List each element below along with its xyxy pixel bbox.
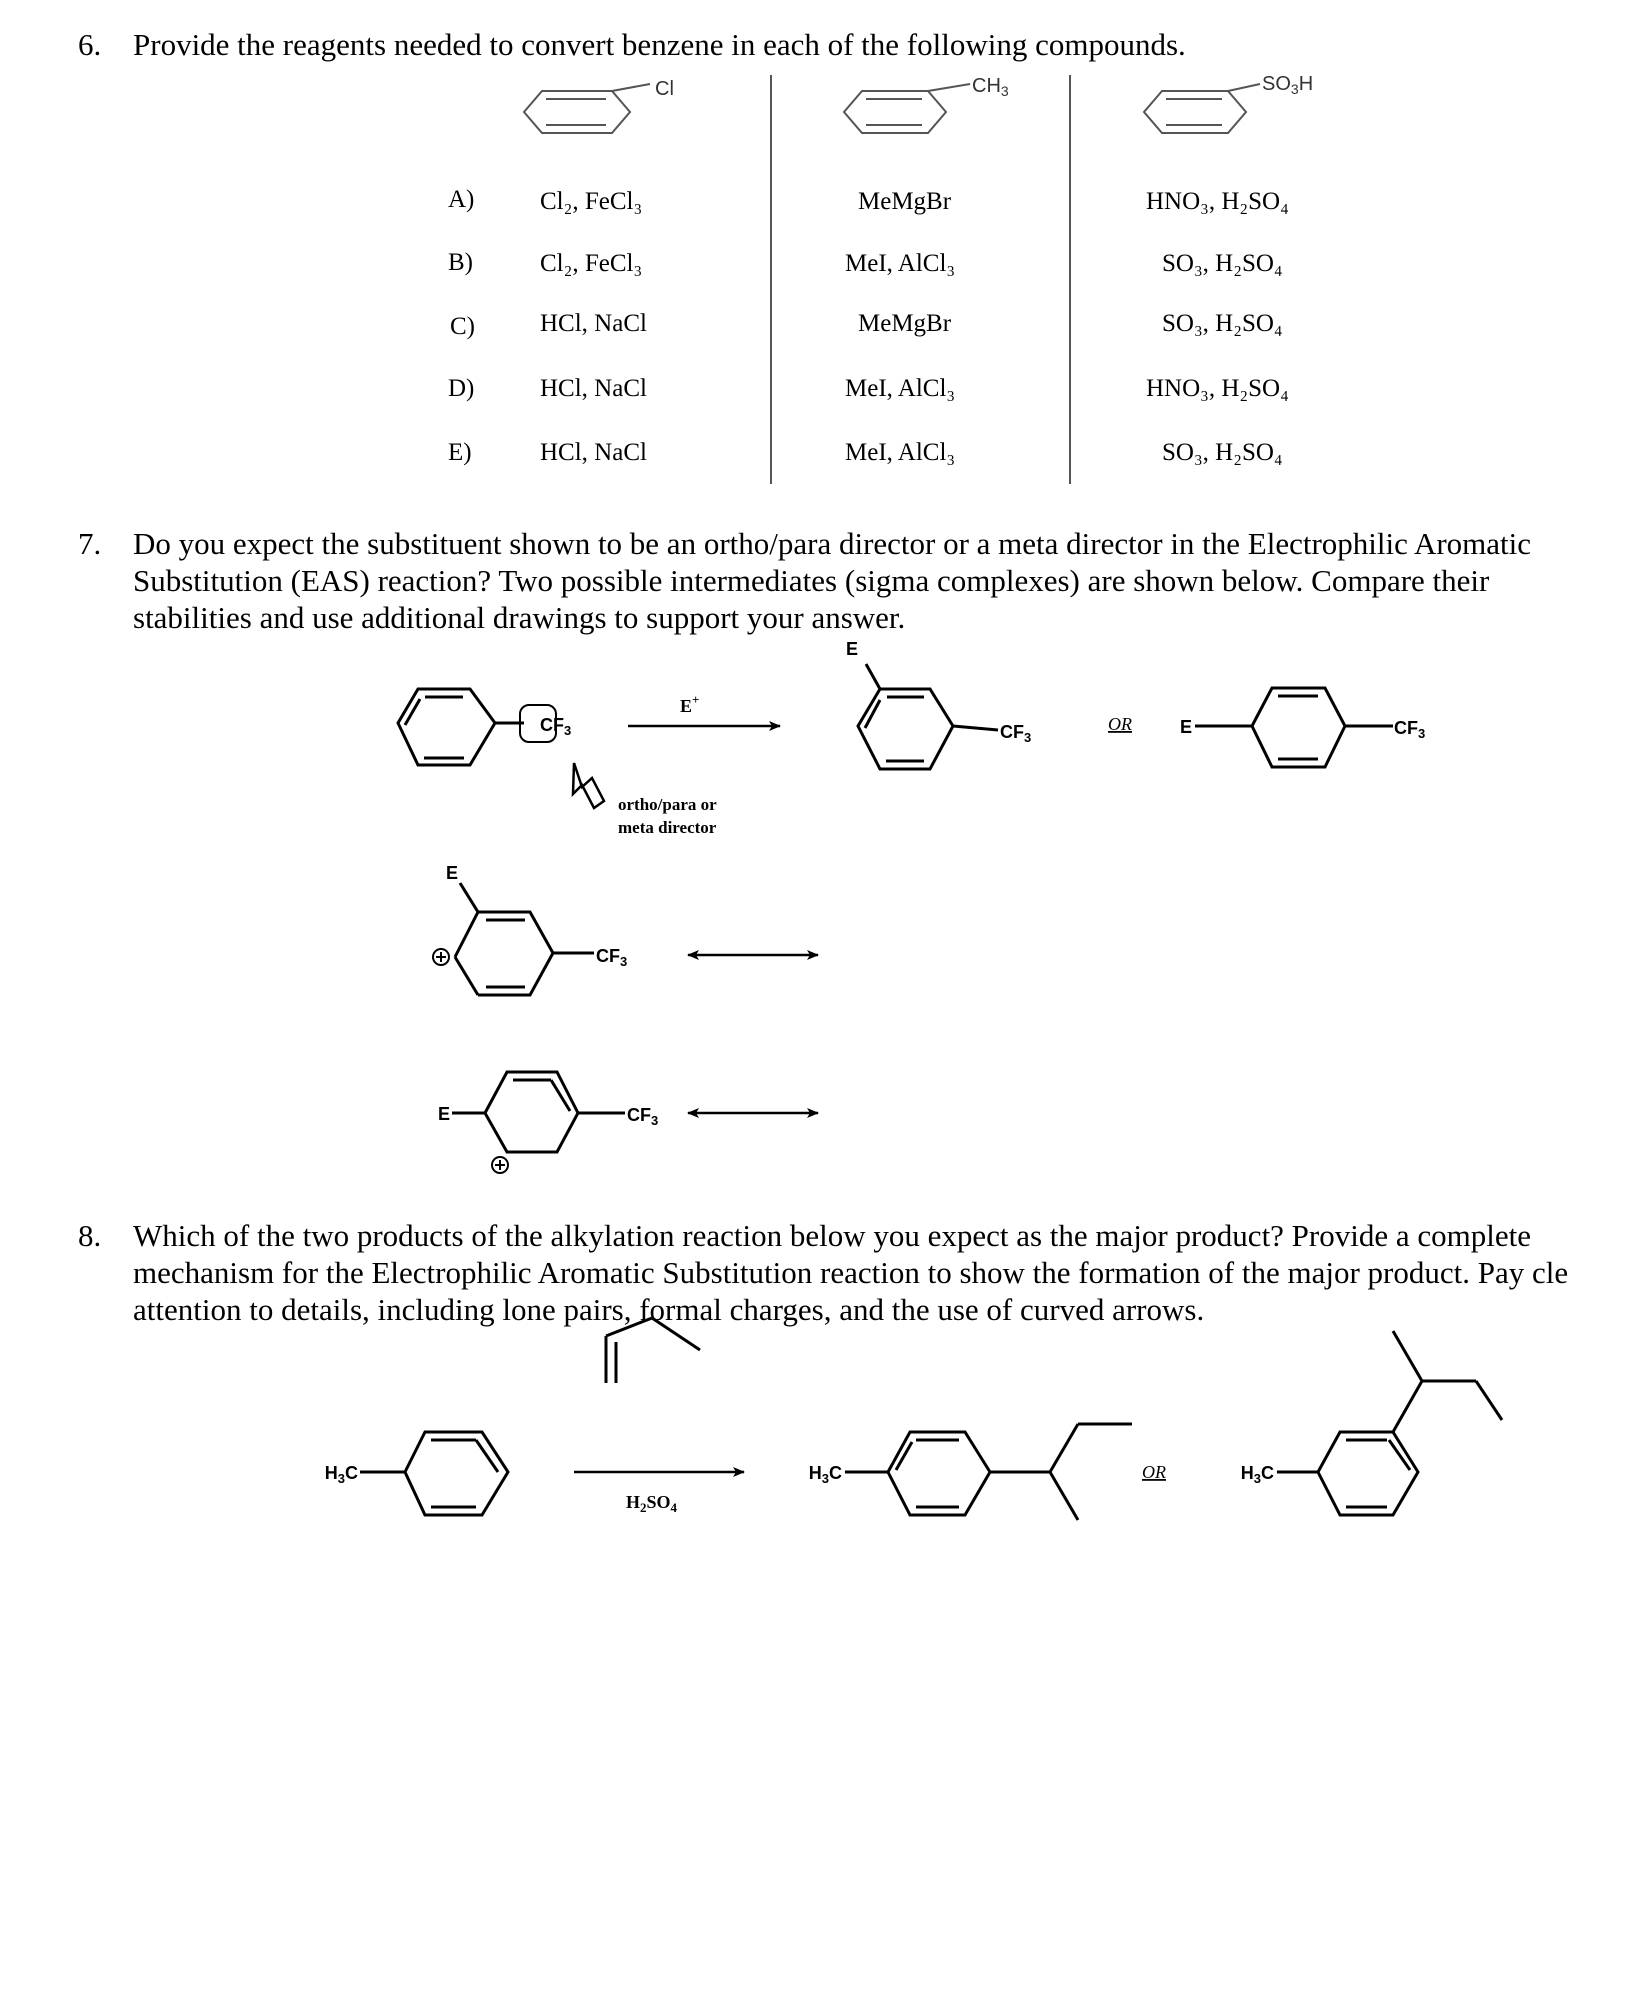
option-col2: MeMgBr	[858, 188, 952, 215]
sulfonic-acid-label: $SO_3H$	[1262, 73, 1314, 97]
option-col3: SO₃, H₂SO₄	[1162, 250, 1283, 277]
q8-drawings	[360, 1318, 1502, 1520]
question-6-text: Provide the reagents needed to convert benzene in each of the following compounds.	[133, 27, 1186, 62]
electrophile-label: E	[846, 639, 859, 659]
director-label-line2: meta director	[618, 818, 717, 837]
substituent-label: $CF_3$	[627, 1105, 659, 1128]
substituent-label: $CF_3$	[596, 946, 628, 969]
option-col2: MeMgBr	[858, 310, 952, 337]
question-8-line: attention to details, including lone pairs, formal charges, and the use of curved arrows.	[133, 1292, 1205, 1327]
electrophile-label: E	[437, 1104, 450, 1124]
question-7-line: Do you expect the substituent shown to be an ortho/para director or a meta director in the Electrophilic Aromatic	[133, 526, 1532, 561]
option-label: D)	[448, 375, 475, 402]
toluene-reactant	[360, 1432, 508, 1515]
option-col1: Cl₂, FeCl₃	[540, 250, 643, 277]
option-col2: MeI, AlCl₃	[845, 375, 956, 402]
reactant-benzene	[398, 689, 524, 765]
option-col2: MeI, AlCl₃	[845, 250, 956, 277]
option-col3: SO₃, H₂SO₄	[1162, 310, 1283, 337]
substituent-label: $CF_3$	[1000, 722, 1032, 745]
q7-drawings	[398, 664, 1393, 1173]
option-label: E)	[448, 439, 472, 466]
option-col1: HCl, NaCl	[540, 310, 647, 337]
benzenesulfonic-acid-structure	[1144, 84, 1260, 133]
electrophile-label: E	[445, 863, 459, 883]
option-col1: Cl₂, FeCl₃	[540, 188, 643, 215]
option-col3: HNO₃, H₂SO₄	[1146, 375, 1289, 402]
sigma-complex-ortho	[433, 883, 594, 995]
option-col1: HCl, NaCl	[540, 439, 647, 466]
question-6-number: 6.	[78, 27, 102, 62]
para-product-structure	[845, 1424, 1132, 1520]
director-label-line1: ortho/para or	[618, 795, 717, 814]
option-label: B)	[448, 249, 473, 276]
or-label: OR	[1142, 1462, 1166, 1482]
option-col3: HNO₃, H₂SO₄	[1146, 188, 1289, 215]
methyl-label: $H_3C$	[324, 1463, 358, 1486]
question-8-line: Which of the two products of the alkylation reaction below you expect as the major product? Provide a complete	[133, 1218, 1531, 1253]
substituent-label: $CF_3$	[1394, 718, 1426, 741]
methyl-label: $H_3C$	[808, 1463, 842, 1486]
option-label: A)	[448, 186, 475, 213]
substituent-label: $CF_3$	[540, 715, 572, 738]
option-col2: MeI, AlCl₃	[845, 439, 956, 466]
toluene-structure	[844, 84, 970, 133]
question-8-line: mechanism for the Electrophilic Aromatic Substitution reaction to show the formation of the major product. Pay cle	[133, 1255, 1569, 1290]
acid-catalyst-label: $H_2SO_4$	[626, 1492, 678, 1515]
butene-reagent	[606, 1318, 700, 1383]
option-label: C)	[450, 313, 475, 340]
question-8-number: 8.	[78, 1218, 102, 1253]
question-7-line: Substitution (EAS) reaction? Two possible intermediates (sigma complexes) are shown below. Compare their	[133, 563, 1490, 598]
question-7-line: stabilities and use additional drawings to support your answer.	[133, 600, 906, 635]
hollow-pointer-arrow	[573, 763, 604, 808]
or-label: OR	[1108, 714, 1132, 734]
ortho-product-structure	[858, 664, 998, 769]
question-7-number: 7.	[78, 526, 102, 561]
para-product-structure	[1195, 688, 1393, 767]
electrophile-reagent: E+	[680, 692, 700, 716]
q6-product-structures	[524, 75, 1260, 484]
chlorobenzene-structure	[524, 84, 650, 133]
electrophile-label: E	[1179, 717, 1192, 737]
meta-product-structure	[1277, 1331, 1502, 1515]
chloro-label: Cl	[655, 78, 674, 100]
sigma-complex-para	[452, 1072, 625, 1173]
methyl-label: $CH_3$	[972, 75, 1009, 99]
option-col1: HCl, NaCl	[540, 375, 647, 402]
methyl-label: $H_3C$	[1240, 1463, 1274, 1486]
option-col3: SO₃, H₂SO₄	[1162, 439, 1283, 466]
